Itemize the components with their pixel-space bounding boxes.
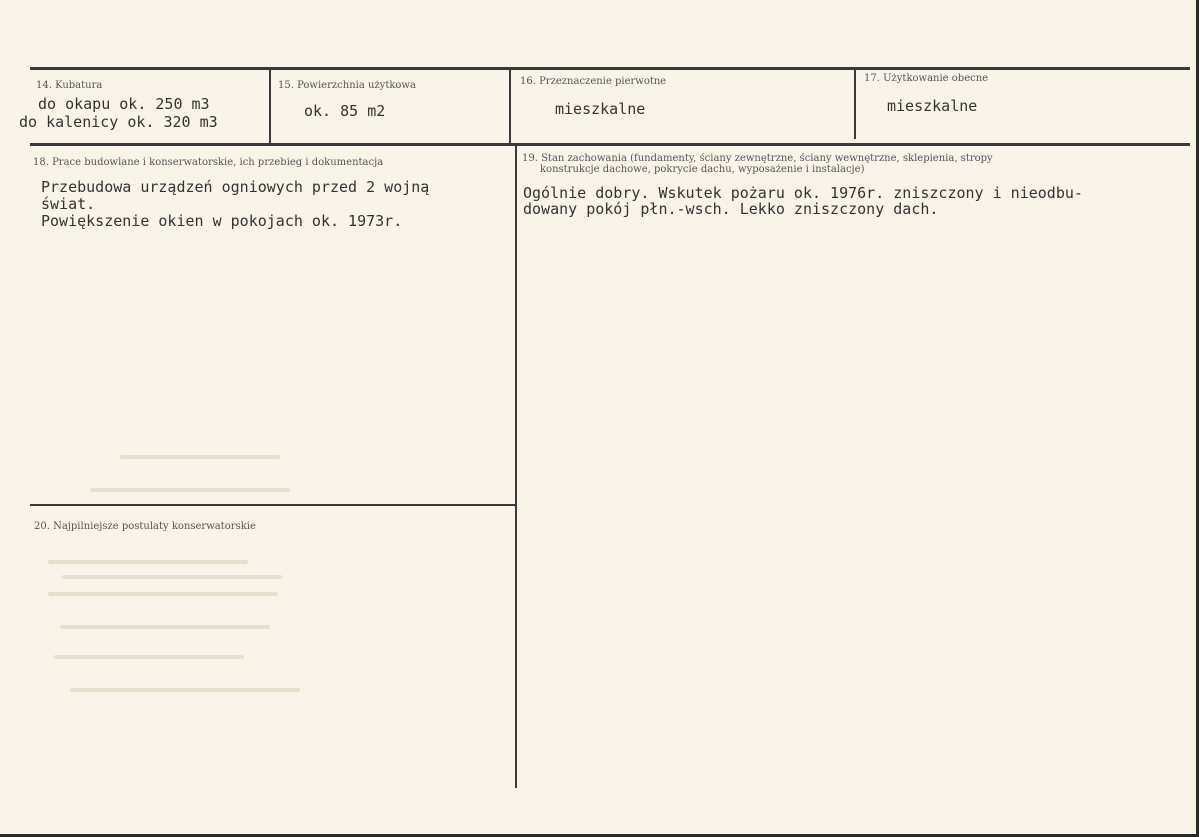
bleed-through-mark (120, 455, 280, 459)
field-18-line-2: świat. (41, 195, 96, 213)
bleed-through-mark (62, 575, 282, 579)
bleed-through-mark (60, 625, 270, 629)
field-17-label: 17. Użytkowanie obecne (864, 73, 989, 84)
field-18-line-1: Przebudowa urządzeń ogniowych przed 2 wojną (41, 178, 430, 196)
bleed-through-mark (54, 655, 244, 659)
field-14-line-2: do kalenicy ok. 320 m3 (19, 113, 218, 131)
field-18-line-3: Powiększenie okien w pokojach ok. 1973r. (41, 212, 403, 230)
field-18-label: 18. Prace budowlane i konserwatorskie, ich przebieg i dokumentacja (33, 157, 384, 168)
divider-16-17 (854, 67, 856, 139)
bleed-through-mark (48, 560, 248, 564)
field-16-value: mieszkalne (555, 100, 646, 118)
field-19-label-line-1: 19. Stan zachowania (fundamenty, ściany zewnętrzne, ściany wewnętrzne, sklepienia, stropy (522, 153, 993, 164)
field-15-label: 15. Powierzchnia użytkowa (278, 80, 416, 91)
divider-14-15 (269, 69, 271, 145)
field-19-label-line-2: konstrukcje dachowe, pokrycie dachu, wyposażenie i instalacje) (540, 164, 865, 175)
field-14-label: 14. Kubatura (36, 80, 103, 91)
bleed-through-mark (48, 592, 278, 596)
bleed-through-mark (70, 688, 300, 692)
header-row-bottom-rule (30, 143, 1190, 146)
field-19-line-1: Ogólnie dobry. Wskutek pożaru ok. 1976r. zniszczony i nieodbu- (523, 184, 1083, 202)
field-20-label: 20. Najpilniejsze postulaty konserwatorskie (34, 521, 256, 532)
divider-15-16 (509, 69, 511, 145)
field-17-value: mieszkalne (887, 97, 978, 115)
field-15-value: ok. 85 m2 (304, 102, 386, 120)
field-14-line-1: do okapu ok. 250 m3 (38, 95, 210, 113)
top-rule (30, 67, 1190, 70)
field-16-label: 16. Przeznaczenie pierwotne (520, 76, 667, 87)
field-19-line-2: dowany pokój płn.-wsch. Lekko zniszczony dach. (523, 200, 939, 218)
divider-left-right (515, 145, 517, 788)
bleed-through-mark (90, 488, 290, 492)
section-18-bottom-rule (30, 504, 515, 506)
